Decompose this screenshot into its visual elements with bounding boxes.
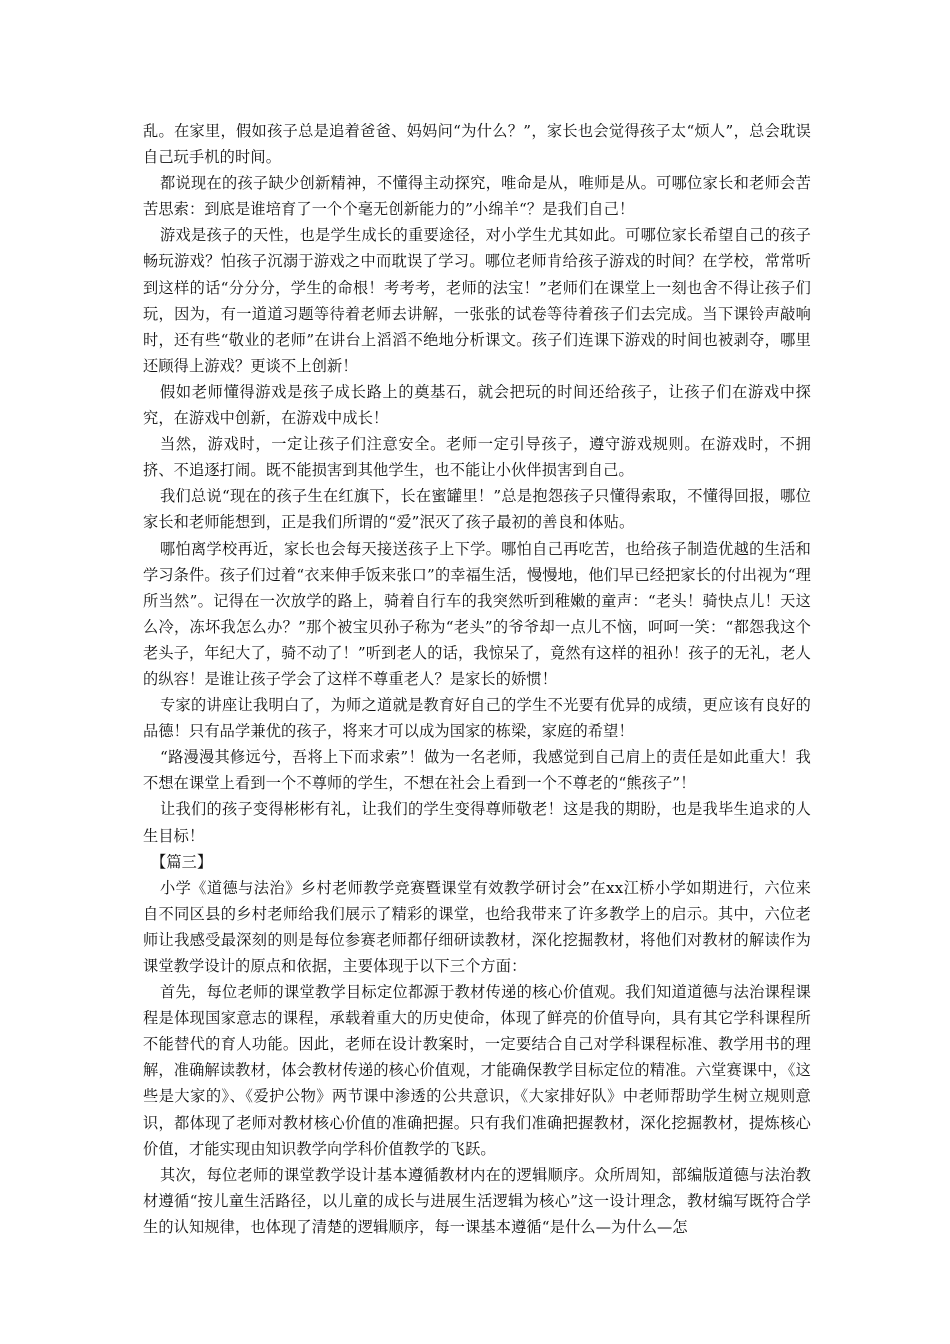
paragraph: 假如老师懂得游戏是孩子成长路上的奠基石，就会把玩的时间还给孩子，让孩子们在游戏中探究，在游戏中创新，在游戏中成长！	[143, 382, 811, 428]
section-heading: 【篇三】	[151, 852, 213, 871]
document-body	[143, 118, 811, 1240]
paragraph: “路漫漫其修远兮，吾将上下而求索”！做为一名老师，我感觉到自己肩上的责任是如此重大！我不想在课堂上看到一个不尊师的学生，不想在社会上看到一个不尊老的“熊孩子”！	[143, 748, 811, 793]
paragraph: 都说现在的孩子缺少创新精神，不懂得主动探究，唯命是从，唯师是从。可哪位家长和老师会苦苦思索：到底是谁培育了一个个毫无创新能力的”小绵羊“？是我们自己！	[143, 174, 811, 219]
paragraph: 专家的讲座让我明白了，为师之道就是教育好自己的学生不光要有优异的成绩，更应该有良好的品德！只有品学兼优的孩子，将来才可以成为国家的栋梁，家庭的希望！	[143, 696, 811, 741]
paragraph: 游戏是孩子的天性，也是学生成长的重要途径，对小学生尤其如此。可哪位家长希望自己的孩子畅玩游戏？怕孩子沉溺于游戏之中而耽误了学习。哪位老师肯给孩子游戏的时间？在学校，常常听到这样的话“分分分，学生的命根！考考考，老师的法宝！”老师们在课堂上一刻也舍不得让孩子们玩，因为，有一道道习题等待着老师去讲解，一张张的试卷等待着孩子们去完成。当下课铃声敲响时，还有些“敬业的老师”在讲台上滔滔不绝地分析课文。孩子们连课下游戏的时间也被剥夺，哪里还顾得上游戏？更谈不上创新！	[143, 226, 811, 375]
paragraph: 小学《道德与法治》乡村老师教学竞赛暨课堂有效教学研讨会”在xx江桥小学如期进行，六位来自不同区县的乡村老师给我们展示了精彩的课堂，也给我带来了许多教学上的启示。其中，六位老师让我感受最深刻的则是每位参赛老师都仔细研读教材，深化挖掘教材，将他们对教材的解读作为课堂教学设计的原点和依据，主要体现于以下三个方面：	[143, 878, 811, 975]
paragraph: 首先，每位老师的课堂教学目标定位都源于教材传递的核心价值观。我们知道道德与法治课程课程是体现国家意志的课程，承载着重大的历史使命，体现了鲜亮的价值导向，具有其它学科课程所不能替代的育人功能。因此，老师在设计教案时，一定要结合自己对学科课程标准、教学用书的理解，准确解读教材，体会教材传递的核心价值观，才能确保教学目标定位的精准。六堂赛课中，《这些是大家的》、《爱护公物》两节课中渗透的公共意识，《大家排好队》中老师帮助学生树立规则意识，都体现了老师对教材核心价值的准确把握。只有我们准确把握教材，深化挖掘教材，提炼核心价值，才能实现由知识教学向学科价值教学的飞跃。	[143, 983, 811, 1158]
paragraph-continuation: 乱。在家里，假如孩子总是追着爸爸、妈妈问“为什么？”，家长也会觉得孩子太“烦人”，总会耽误自己玩手机的时间。	[143, 122, 811, 167]
paragraph: 让我们的孩子变得彬彬有礼，让我们的学生变得尊师敬老！这是我的期盼，也是我毕生追求的人生目标！	[143, 800, 811, 845]
paragraph: 我们总说“现在的孩子生在红旗下，长在蜜罐里！”总是抱怨孩子只懂得索取，不懂得回报，哪位家长和老师能想到，正是我们所谓的“爱”泯灭了孩子最初的善良和体贴。	[143, 487, 811, 532]
paragraph: 当然，游戏时，一定让孩子们注意安全。老师一定引导孩子，遵守游戏规则。在游戏时，不拥挤、不追逐打闹。既不能损害到其他学生，也不能让小伙伴损害到自己。	[143, 435, 811, 480]
paragraph: 其次，每位老师的课堂教学设计基本遵循教材内在的逻辑顺序。众所周知，部编版道德与法治教材遵循“按儿童生活路径，以儿童的成长与进展生活逻辑为核心”这一设计理念，教材编写既符合学生的认知规律，也体现了清楚的逻辑顺序，每一课基本遵循“是什么—为什么—怎	[143, 1165, 811, 1236]
paragraph: 哪怕离学校再近，家长也会每天接送孩子上下学。哪怕自己再吃苦，也给孩子制造优越的生活和学习条件。孩子们过着“衣来伸手饭来张口”的幸福生活，慢慢地，他们早已经把家长的付出视为“理所当然”。记得在一次放学的路上，骑着自行车的我突然听到稚嫩的童声：“老头！骑快点儿！天这么冷，冻坏我怎么办？”那个被宝贝孙子称为“老头”的爷爷却一点儿不恼，呵呵一笑：“都怨我这个老头子，年纪大了，骑不动了！”听到老人的话，我惊呆了，竟然有这样的祖孙！孩子的无礼，老人的纵容！是谁让孩子学会了这样不尊重老人？是家长的娇惯！	[143, 539, 811, 688]
